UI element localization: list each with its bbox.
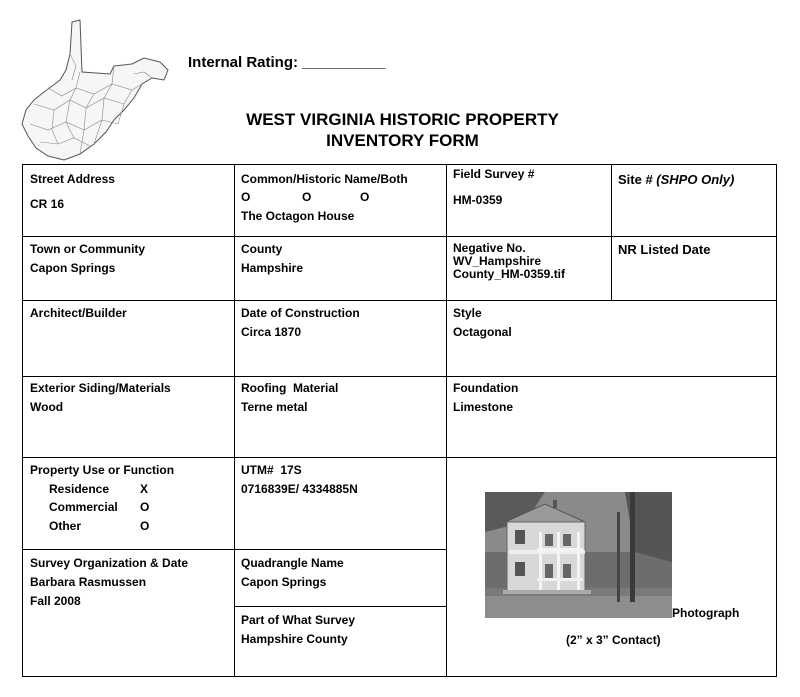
part-of-survey-value: Hampshire County	[241, 632, 348, 646]
county-label: County	[241, 242, 283, 256]
part-of-survey-label: Part of What Survey	[241, 613, 356, 627]
architect-label: Architect/Builder	[30, 306, 127, 320]
site-label-prefix: Site #	[618, 172, 657, 187]
foundation-label: Foundation	[453, 381, 519, 395]
county-value: Hampshire	[241, 261, 304, 275]
use-option-commercial: Commercial	[49, 500, 118, 514]
negative-value-line2: County_HM-0359.tif	[453, 267, 566, 281]
siding-value: Wood	[30, 400, 64, 414]
use-option-residence: Residence	[49, 482, 110, 496]
use-mark-residence[interactable]: X	[140, 482, 149, 496]
negative-value-line1: WV_Hampshire	[453, 254, 542, 268]
survey-date-value: Fall 2008	[30, 594, 81, 608]
property-photograph	[485, 492, 672, 618]
town-value: Capon Springs	[30, 261, 116, 275]
west-virginia-map-icon	[14, 14, 174, 162]
style-label: Style	[453, 306, 482, 320]
date-construction-value: Circa 1870	[241, 325, 302, 339]
date-construction-label: Date of Construction	[241, 306, 360, 320]
survey-org-value: Barbara Rasmussen	[30, 575, 147, 589]
common-name-option-1[interactable]: O	[241, 190, 251, 204]
use-mark-commercial[interactable]: O	[140, 500, 150, 514]
negative-label: Negative No.	[453, 241, 526, 255]
photograph-label: Photograph	[672, 606, 740, 620]
foundation-value: Limestone	[453, 400, 514, 414]
use-mark-other[interactable]: O	[140, 519, 150, 533]
survey-org-label: Survey Organization & Date	[30, 556, 189, 570]
field-survey-value: HM-0359	[453, 193, 503, 207]
internal-rating: Internal Rating: __________	[188, 54, 386, 71]
use-option-other: Other	[49, 519, 82, 533]
site-label	[618, 173, 734, 187]
street-address-label: Street Address	[30, 172, 115, 186]
nr-listed-label: NR Listed Date	[618, 242, 711, 257]
street-address-value: CR 16	[30, 197, 65, 211]
common-name-value: The Octagon House	[241, 209, 355, 223]
town-label: Town or Community	[30, 242, 146, 256]
field-survey-label: Field Survey #	[453, 167, 535, 181]
siding-label: Exterior Siding/Materials	[30, 381, 171, 395]
site-label-shpo: (SHPO Only)	[656, 172, 735, 187]
utm-label: UTM# 17S	[241, 463, 302, 477]
roofing-value: Terne metal	[241, 400, 308, 414]
common-name-option-3[interactable]: O	[360, 190, 370, 204]
common-name-label: Common/Historic Name/Both	[241, 172, 408, 186]
roofing-label: Roofing Material	[241, 381, 339, 395]
property-use-label: Property Use or Function	[30, 463, 175, 477]
style-value: Octagonal	[453, 325, 512, 339]
quadrangle-label: Quadrangle Name	[241, 556, 344, 570]
form-subtitle: INVENTORY FORM	[326, 131, 479, 150]
utm-value: 0716839E/ 4334885N	[241, 482, 358, 496]
quadrangle-value: Capon Springs	[241, 575, 327, 589]
photograph-size: (2” x 3” Contact)	[566, 633, 661, 647]
form-title: WEST VIRGINIA HISTORIC PROPERTY	[246, 110, 559, 129]
common-name-option-2[interactable]: O	[302, 190, 312, 204]
